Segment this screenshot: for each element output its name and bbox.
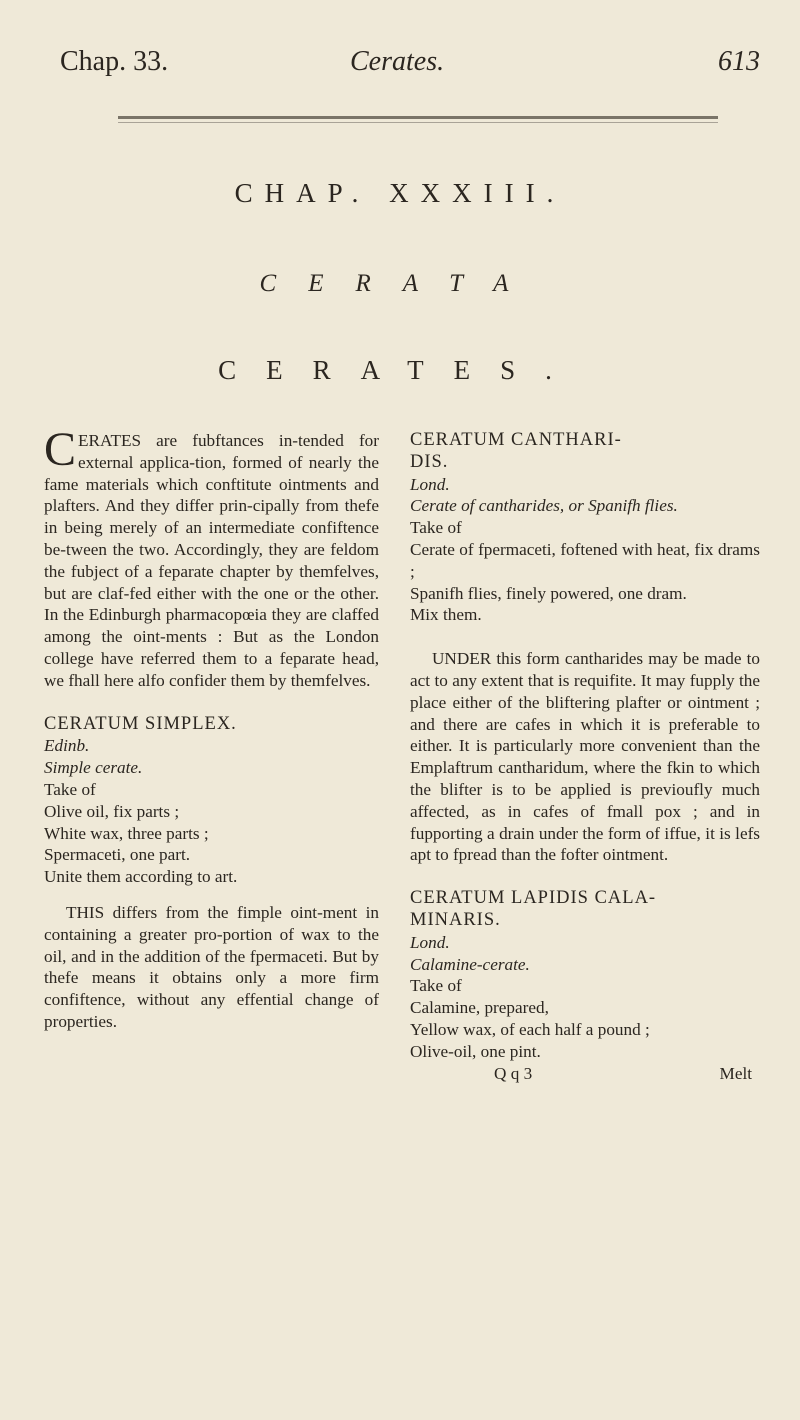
intro-text: ERATES are fubftances in-tended for external applica-tion, formed of nearly the fame materials which conftitute ointments and plafters. And they differ prin-cipally from thefe in being merely of an intermediate confiftence be-tween the two. Accordingly, they are feldom the fubject of a feparate chapter by themfelves, but are claf-fed either with the one or the other. In the Edinburgh pharmacopœia they are claffed among the oint-ments : But as the London college have referred them to a feparate head, we fhall here alfo confider them by themfelves. [44, 431, 379, 690]
cantharidis-ingredient: Spanifh flies, finely powered, one dram. [410, 583, 687, 603]
simplex-note: THIS differs from the fimple oint-ment in containing a greater pro-portion of wax to the oil, and in the addition of the fpermaceti. But by thefe means it obtains only a more firm confiftence, without any effential change of properties. [44, 902, 379, 1031]
calaminaris-source: Lond. [410, 932, 450, 952]
running-head-chapter: Chap. 33. [60, 46, 169, 77]
latin-title: CERATA [259, 270, 541, 297]
header-rule-thin [118, 122, 718, 123]
page-footer [410, 1063, 760, 1087]
calaminaris-heading-cont: MINARIS. [410, 909, 501, 930]
running-head [60, 46, 760, 86]
header-rule [118, 116, 718, 119]
cantharidis-heading: CERATUM CANTHARI- [410, 430, 622, 450]
chapter-heading: CHAP. XXXIII. [234, 178, 566, 208]
cantharidis-source: Lond. [410, 474, 450, 494]
calaminaris-ingredient: Calamine, prepared, [410, 998, 549, 1018]
right-column [410, 430, 760, 1087]
english-title: CERATES. [218, 355, 582, 385]
simplex-direction: Unite them according to art. [44, 867, 238, 887]
catchword: Melt [719, 1063, 752, 1083]
cantharidis-take: Take of [410, 518, 462, 538]
calaminaris-heading: CERATUM LAPIDIS CALA- [410, 888, 657, 909]
drop-cap: C [44, 423, 77, 476]
intro-paragraph [44, 423, 379, 692]
signature-mark: Q q 3 [494, 1063, 533, 1083]
simplex-ingredient: Spermaceti, one part. [44, 845, 191, 865]
simplex-ingredient: Olive oil, fix parts ; [44, 801, 180, 821]
cantharidis-direction: Mix them. [410, 605, 482, 625]
simplex-ingredient: White wax, three parts ; [44, 823, 209, 843]
simplex-heading: CERATUM SIMPLEX. [44, 713, 237, 734]
calaminaris-ingredient: Yellow wax, of each half a pound ; [410, 1019, 650, 1039]
simplex-english: Simple cerate. [44, 758, 143, 778]
calaminaris-take: Take of [410, 976, 462, 996]
simplex-take: Take of [44, 779, 96, 799]
cantharidis-note: UNDER this form cantharides may be made to act to any extent that is requifite. It may fupply the place either of the bliftering plafter or ointment ; and there are cafes in which it is preferable to either. It is particularly more convenient than the Emplaftrum cantharidum, where the fkin to which the blifter is to be applied is previoufly much affected, as in cafes of fmall pox ; and in fupporting a drain under the form of iffue, it is lefs apt to fpread than the fofter ointment. [410, 649, 760, 865]
calaminaris-english: Calamine-cerate. [410, 954, 530, 974]
calaminaris-ingredient: Olive-oil, one pint. [410, 1041, 541, 1061]
cantharidis-ingredient: Cerate of fpermaceti, foftened with heat, fix drams ; [410, 539, 760, 581]
running-head-title: Cerates. [350, 46, 445, 77]
left-column [44, 423, 379, 1033]
simplex-source: Edinb. [44, 736, 90, 756]
cantharidis-heading-cont: DIS. [410, 451, 449, 472]
page-number: 613 [718, 46, 760, 77]
cantharidis-english: Cerate of cantharides, or Spanifh flies. [410, 496, 678, 516]
